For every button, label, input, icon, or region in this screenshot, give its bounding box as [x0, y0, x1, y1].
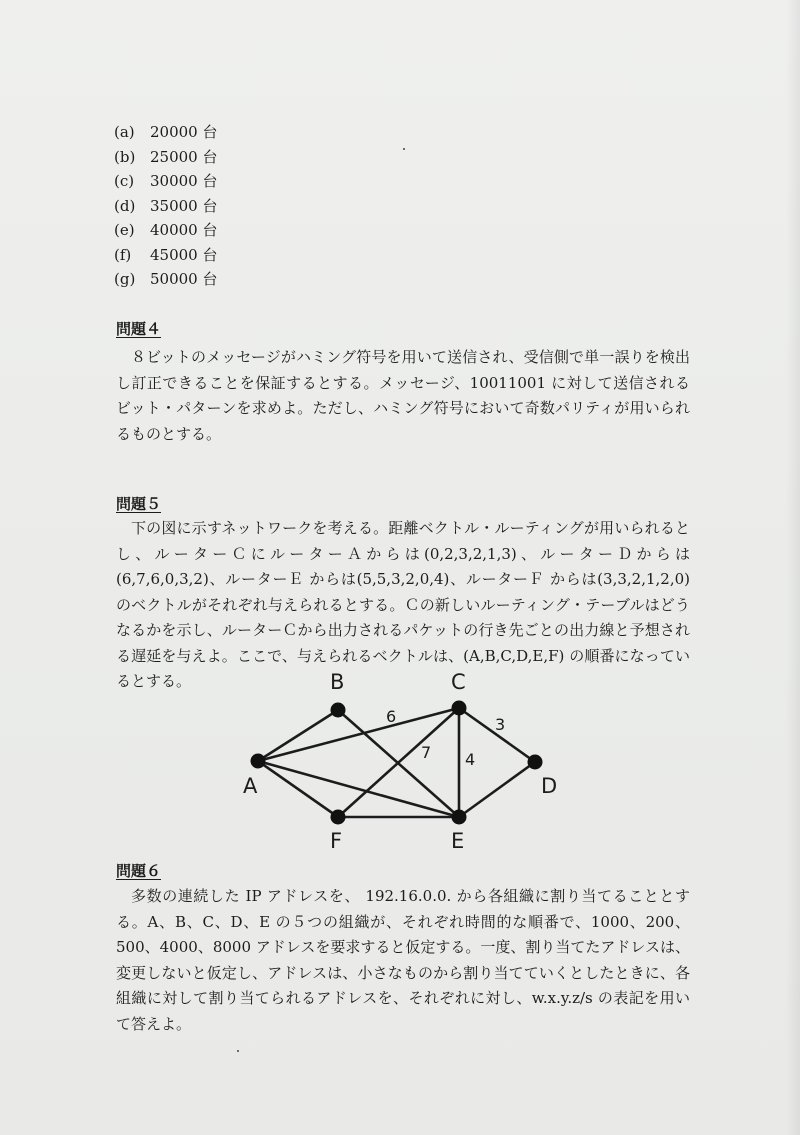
node-label-B: B [330, 670, 345, 694]
edge-A-B [258, 710, 338, 761]
option-item: (b) 25000 台 [114, 147, 218, 166]
node-B [331, 703, 346, 718]
option-item: (a) 20000 台 [114, 123, 218, 141]
option-item: (f) 45000 台 [114, 245, 218, 264]
node-D [528, 755, 543, 770]
weight-label-CF: 7 [421, 743, 432, 762]
node-label-A: A [243, 774, 258, 798]
option-item: (e) 40000 台 [114, 221, 218, 239]
node-label-C: C [451, 670, 466, 694]
question-6-text: 多数の連続した IP アドレスを、 192.16.0.0. から各組織に割り当てることとする。A、B、C、D、E の５つの組織が、それぞれ時間的な順番で、1000、200、500、4000、8000 アドレスを要求すると仮定する。一度、割り当てたアドレスは、変更しないと仮定し、アドレスは、小さなものから割り当てていくとしたときに、各組織に対して割り当てられるアドレスを、それぞれに対し、w.x.y.z/s の表記を用いて答えよ。 [116, 887, 690, 1033]
weight-label-CE: 4 [465, 750, 476, 769]
node-A [251, 754, 266, 769]
edge-A-F [258, 761, 338, 817]
weight-label-BC: 6 [386, 707, 397, 726]
option-item: (g) 50000 台 [114, 270, 218, 288]
option-item: (c) 30000 台 [114, 172, 218, 190]
question-5-title: 問題５ [116, 495, 162, 513]
node-label-E: E [451, 829, 465, 853]
weight-label-CD: 3 [495, 715, 506, 734]
node-F [331, 810, 346, 825]
node-label-F: F [330, 829, 343, 853]
question-6-title: 問題６ [116, 862, 162, 880]
node-C [452, 701, 467, 716]
scan-speck [237, 1050, 239, 1052]
node-label-D: D [541, 774, 558, 798]
scan-speck [403, 148, 405, 150]
node-E [452, 810, 467, 825]
question-4-text: ８ビットのメッセージがハミング符号を用いて送信され、受信側で単一誤りを検出し訂正できることを保証するとする。メッセージ、10011001 に対して送信されるビット・パターンを求めよ。ただし、ハミング符号において奇数パリティが用いられるものとする。 [116, 348, 690, 443]
edge-D-E [459, 762, 535, 817]
question-4-title: 問題４ [116, 320, 162, 338]
option-item: (d) 35000 台 [114, 196, 218, 215]
question-5-text: 下の図に示すネットワークを考える。距離ベクトル・ルーティングが用いられるとし、ルーターＣにルーターＡからは(0,2,3,2,1,3)、ルーターＤからは(6,7,6,0,3,2)、ルーターＥ からは(5,5,3,2,0,4)、ルーターＦ からは(3,3,2,1,2,0) のベクトルがそれぞれ与えられるとする。Ｃの新しいルーティング・テーブルはどうなるかを示し、ルーターＣから出力されるパケットの行き先ごとの出力線と予想される遅延を与えよ。ここで、与えられるベクトルは、(A,B,C,D,E,F) の順番になっているとする。 [116, 519, 690, 690]
